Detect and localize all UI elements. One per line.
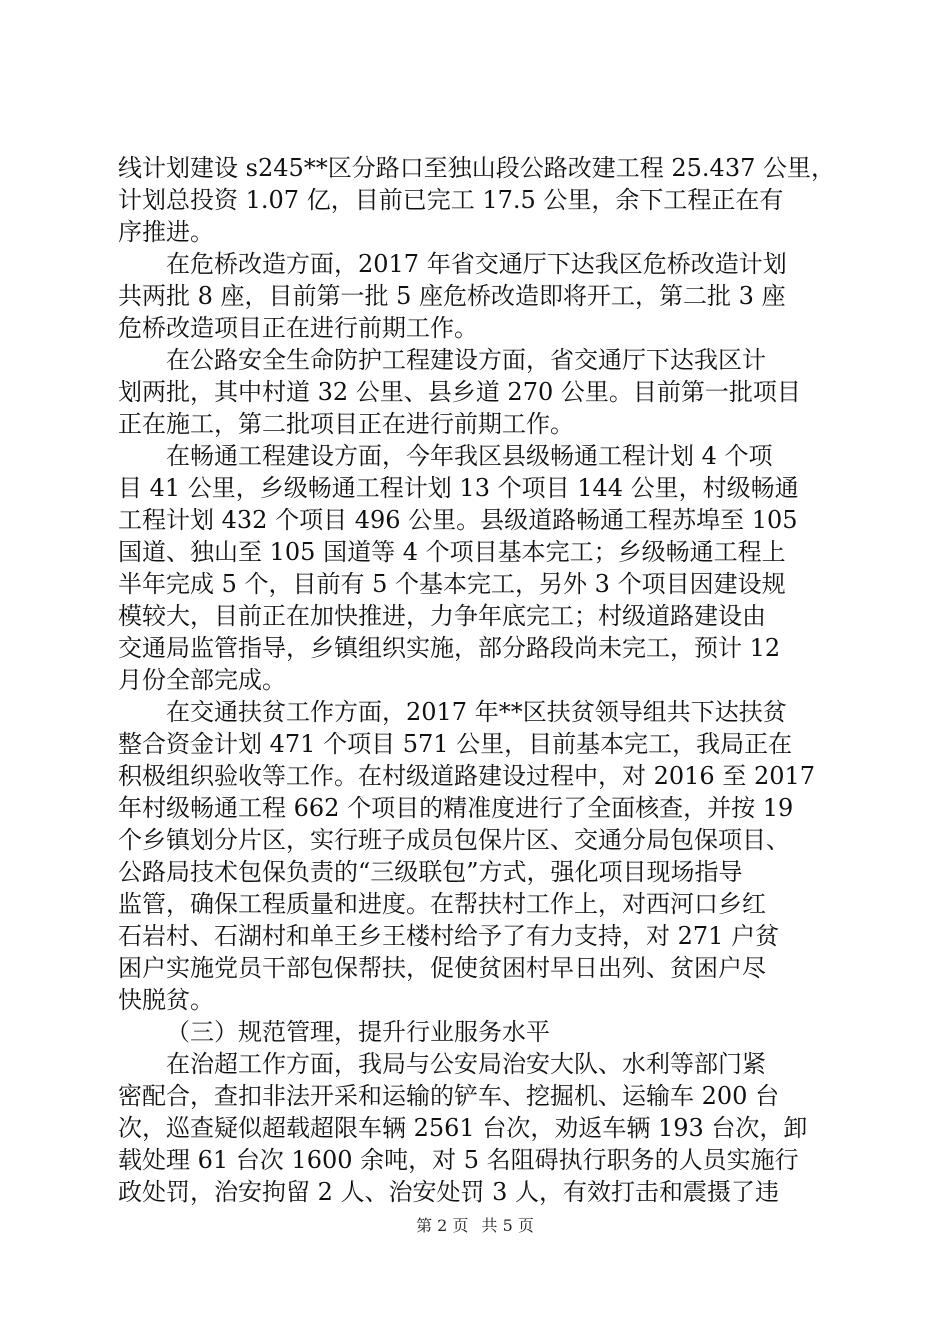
text-line: 交通局监管指导，乡镇组织实施，部分路段尚未完工，预计 12 [118,634,781,662]
text-line: 计划总投资 1.07 亿，目前已完工 17.5 公里，余下工程正在有 [118,186,784,214]
text-line: 月份全部完成。 [118,666,286,694]
page-footer [0,1216,950,1236]
text-line: 密配合，查扣非法开采和运输的铲车、挖掘机、运输车 200 台 [118,1082,780,1110]
document-body [118,152,838,1208]
text-line: 在危桥改造方面，2017 年省交通厅下达我区危桥改造计划 [166,250,787,278]
text-line: 序推进。 [118,218,214,246]
text-line: 危桥改造项目正在进行前期工作。 [118,314,478,342]
text-line: 在公路安全生命防护工程建设方面，省交通厅下达我区计 [166,346,766,374]
text-line: 半年完成 5 个，目前有 5 个基本完工，另外 3 个项目因建设规 [118,570,786,598]
text-line: 载处理 61 台次 1600 余吨，对 5 名阻碍执行职务的人员实施行 [118,1146,799,1174]
text-line: 目 41 公里，乡级畅通工程计划 13 个项目 144 公里，村级畅通 [118,474,799,502]
text-line: 线计划建设 s245**区分路口至独山段公路改建工程 25.437 公里， [118,154,835,182]
text-line: 积极组织验收等工作。在村级道路建设过程中，对 2016 至 2017 [118,762,816,790]
text-line: 工程计划 432 个项目 496 公里。县级道路畅通工程苏埠至 105 [118,506,798,534]
page-number-total: 共 5 页 [481,1216,534,1235]
text-line: 石岩村、石湖村和单王乡王楼村给予了有力支持，对 271 户贫 [118,922,780,950]
text-line: 在畅通工程建设方面，今年我区县级畅通工程计划 4 个项 [166,442,773,470]
text-line: 划两批，其中村道 32 公里、县乡道 270 公里。目前第一批项目 [118,378,801,406]
page-number-current: 第 2 页 [416,1216,469,1235]
text-line: 困户实施党员干部包保帮扶，促使贫困村早日出列、贫困户尽 [118,954,766,982]
text-line: 个乡镇划分片区，实行班子成员包保片区、交通分局包保项目、 [118,826,790,854]
text-line: 正在施工，第二批项目正在进行前期工作。 [118,410,574,438]
text-line: 次，巡查疑似超载超限车辆 2561 台次，劝返车辆 193 台次，卸 [118,1114,808,1142]
text-line: 在交通扶贫工作方面，2017 年**区扶贫领导组共下达扶贫 [166,698,787,726]
text-line: 年村级畅通工程 662 个项目的精准度进行了全面核查，并按 19 [118,794,794,822]
text-line: 在治超工作方面，我局与公安局治安大队、水利等部门紧 [166,1050,766,1078]
text-line: 公路局技术包保负责的“三级联包”方式，强化项目现场指导 [118,858,743,886]
text-line: 整合资金计划 471 个项目 571 公里，目前基本完工，我局正在 [118,730,793,758]
text-line: 国道、独山至 105 国道等 4 个项目基本完工；乡级畅通工程上 [118,538,786,566]
text-line: 快脱贫。 [118,986,214,1014]
text-line: 模较大，目前正在加快推进，力争年底完工；村级道路建设由 [118,602,766,630]
text-line: （三）规范管理，提升行业服务水平 [166,1018,550,1046]
text-line: 监管，确保工程质量和进度。在帮扶村工作上，对西河口乡红 [118,890,766,918]
text-line: 政处罚，治安拘留 2 人、治安处罚 3 人，有效打击和震摄了违 [118,1178,780,1206]
text-line: 共两批 8 座，目前第一批 5 座危桥改造即将开工，第二批 3 座 [118,282,786,310]
